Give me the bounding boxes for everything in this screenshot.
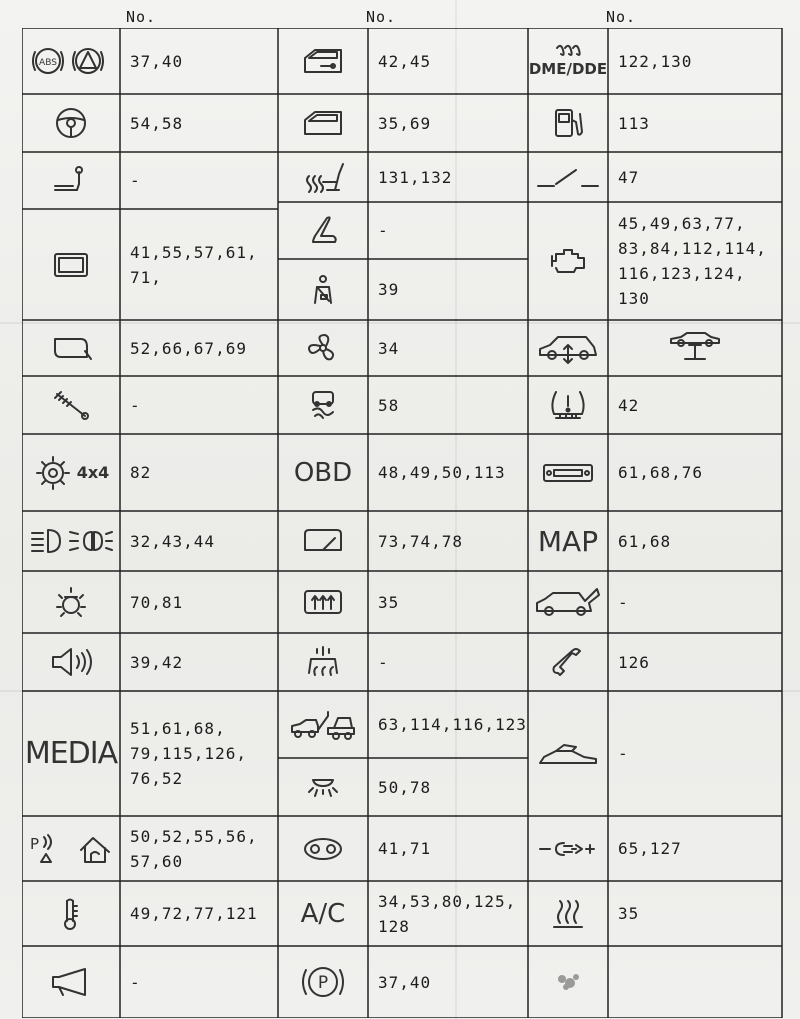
fog-lamps-icon bbox=[278, 816, 368, 881]
thermometer-icon bbox=[22, 881, 120, 946]
glow-plug-icon bbox=[528, 28, 608, 94]
side-mirror-icon bbox=[22, 320, 120, 376]
fuse-numbers: 61,68 bbox=[618, 531, 672, 551]
map-label-text: MAP bbox=[537, 524, 599, 558]
washer-icon bbox=[278, 633, 368, 691]
fuse-numbers: 113 bbox=[618, 113, 650, 133]
fuse-numbers: 34 bbox=[378, 338, 400, 358]
seat-heating-icon bbox=[278, 152, 368, 202]
fuse-numbers: 122,130 bbox=[618, 51, 693, 71]
park-distance-control-icon bbox=[22, 816, 120, 881]
tailgate-icon bbox=[528, 571, 608, 633]
fuse-numbers: 50,52,55,56, 57,60 bbox=[130, 826, 258, 871]
speaker-icon bbox=[22, 633, 120, 691]
fuse-numbers: - bbox=[378, 221, 389, 240]
fuse-numbers: 41,71 bbox=[378, 839, 432, 858]
horn-icon bbox=[22, 946, 120, 1018]
fuse-numbers: 54,58 bbox=[130, 113, 184, 133]
seatbelt-icon bbox=[278, 259, 368, 320]
fuse-numbers: 61,68,76 bbox=[618, 463, 704, 482]
door-window-icon bbox=[278, 94, 368, 152]
stability-control-icon bbox=[278, 376, 368, 434]
fuse-numbers: 35 bbox=[378, 592, 400, 612]
fuse-numbers: 35 bbox=[618, 904, 640, 923]
fuse-numbers: 52,66,67,69 bbox=[130, 338, 247, 358]
interior-light-icon bbox=[22, 571, 120, 633]
four-by-four-text: 4x4 bbox=[76, 463, 110, 482]
obd-label bbox=[278, 434, 368, 511]
wiper-icon bbox=[278, 511, 368, 571]
vehicle-lift-icon bbox=[608, 320, 782, 376]
ac-label-text: A/C bbox=[300, 898, 346, 929]
fuse-numbers: 37,40 bbox=[130, 51, 184, 71]
towing-icon bbox=[278, 691, 368, 758]
shock-absorber-icon bbox=[22, 376, 120, 434]
headlights-icon bbox=[22, 511, 120, 571]
media-label-text: MEDIA bbox=[24, 736, 118, 771]
check-engine-icon bbox=[528, 202, 608, 320]
fuse-numbers: 73,74,78 bbox=[378, 531, 464, 551]
abs-brake-warning-icon bbox=[22, 28, 120, 94]
map-label bbox=[528, 511, 608, 571]
4x4-transfer-icon bbox=[22, 434, 120, 511]
suspension-height-icon bbox=[528, 320, 608, 376]
fuse-numbers: 37,40 bbox=[378, 972, 432, 992]
fuse-numbers: 82 bbox=[130, 463, 152, 482]
fuse-numbers bbox=[608, 946, 782, 1018]
column-header-3: No. bbox=[606, 8, 637, 26]
switch-icon bbox=[528, 152, 608, 202]
fuse-numbers: - bbox=[618, 592, 629, 612]
obd-label-text: OBD bbox=[293, 457, 353, 488]
fuse-numbers: 39,42 bbox=[130, 652, 184, 672]
fuse-numbers: - bbox=[130, 395, 141, 415]
tire-pressure-icon bbox=[528, 376, 608, 434]
fuse-numbers: 42 bbox=[618, 395, 640, 415]
fuse-numbers: 41,55,57,61, 71, bbox=[130, 242, 258, 287]
column-header-1: No. bbox=[126, 8, 157, 26]
fuse-numbers: 39 bbox=[378, 280, 400, 299]
fuse-numbers: 45,49,63,77, 83,84,112,114, 116,123,124, 130 bbox=[618, 214, 767, 308]
fuse-numbers: 50,78 bbox=[378, 777, 432, 797]
fuse-numbers: 47 bbox=[618, 167, 640, 187]
door-lock-icon bbox=[278, 28, 368, 94]
fuse-numbers: - bbox=[130, 972, 141, 992]
display-screen-icon bbox=[22, 209, 120, 320]
fuse-numbers: - bbox=[130, 171, 141, 190]
rear-window-heat-icon bbox=[528, 881, 608, 946]
fuse-numbers: 131,132 bbox=[378, 167, 453, 187]
dome-light-icon bbox=[278, 758, 368, 816]
blurred-icon bbox=[528, 946, 608, 1018]
fuel-pump-icon bbox=[528, 94, 608, 152]
fuse-numbers: - bbox=[378, 652, 389, 672]
fuse-numbers: 58 bbox=[378, 395, 400, 415]
fuse-numbers: - bbox=[618, 744, 629, 763]
column-header-2: No. bbox=[366, 8, 397, 26]
svg-text:P: P bbox=[30, 834, 40, 853]
fuse-numbers: 42,45 bbox=[378, 51, 432, 71]
parking-brake-icon bbox=[278, 946, 368, 1018]
fuse-numbers: 49,72,77,121 bbox=[130, 904, 258, 923]
fan-icon bbox=[278, 320, 368, 376]
dme-dde-text: DME/DDE bbox=[528, 60, 608, 78]
fuse-numbers: 48,49,50,113 bbox=[378, 463, 506, 482]
fuse-numbers: 35,69 bbox=[378, 113, 432, 133]
seat-icon bbox=[278, 202, 368, 259]
fuse-numbers: 70,81 bbox=[130, 592, 184, 612]
sunroof-icon bbox=[528, 691, 608, 816]
svg-text:ABS: ABS bbox=[39, 58, 57, 68]
radio-icon bbox=[528, 434, 608, 511]
fuse-numbers: 126 bbox=[618, 652, 650, 672]
telephone-icon bbox=[528, 633, 608, 691]
fuse-numbers: 65,127 bbox=[618, 839, 682, 858]
trailer-hitch-icon bbox=[22, 152, 120, 209]
fuse-numbers: 32,43,44 bbox=[130, 531, 216, 551]
steering-wheel-icon bbox=[22, 94, 120, 152]
fuse-numbers: 34,53,80,125, 128 bbox=[378, 891, 517, 936]
rear-defrost-icon bbox=[278, 571, 368, 633]
ac-label bbox=[278, 881, 368, 946]
media-label bbox=[22, 691, 120, 816]
svg-text:P: P bbox=[317, 973, 329, 993]
fuse-numbers: 51,61,68, 79,115,126, 76,52 bbox=[130, 719, 247, 788]
fuse-numbers: 63,114,116,123 bbox=[378, 715, 527, 734]
power-socket-icon bbox=[528, 816, 608, 881]
